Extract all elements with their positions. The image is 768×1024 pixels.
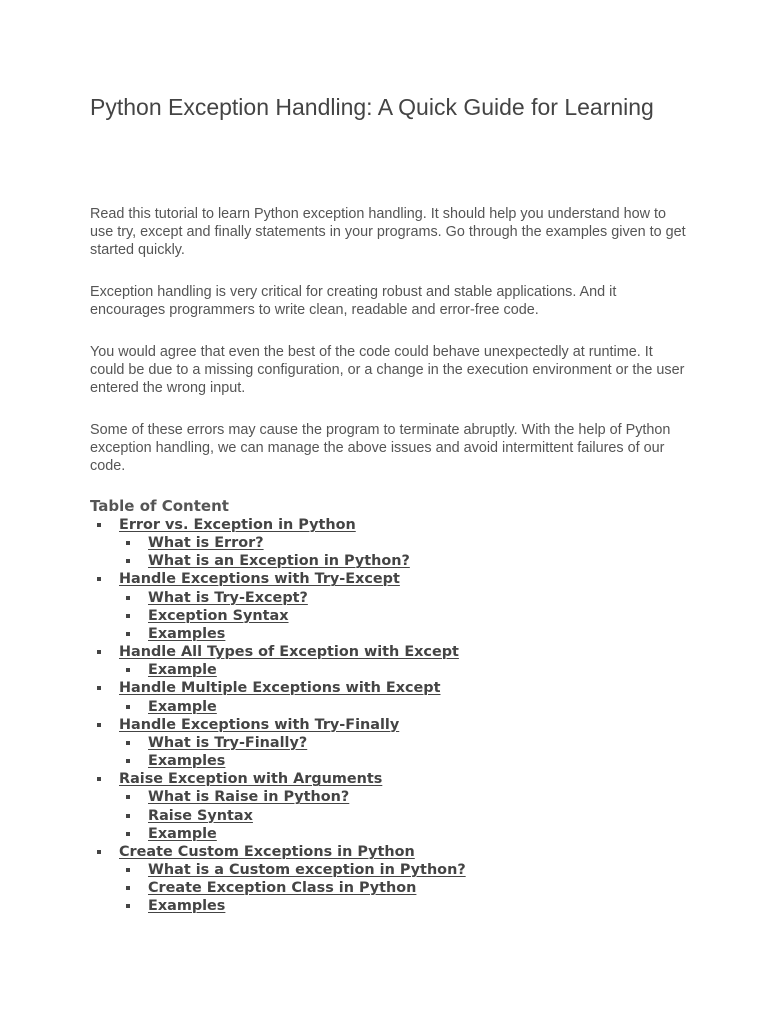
square-bullet-icon (126, 795, 130, 799)
square-bullet-icon (126, 868, 130, 872)
square-bullet-icon (97, 650, 101, 654)
square-bullet-icon (97, 686, 101, 690)
toc-item (90, 770, 710, 788)
toc-link[interactable]: Examples (148, 898, 226, 915)
square-bullet-icon (126, 904, 130, 908)
intro-paragraph: Read this tutorial to learn Python exception handling. It should help you understand how to use try, except and finally statements in your programs. Go through the examples given to get started quickly. (90, 206, 686, 258)
toc-link[interactable]: What is Error? (148, 535, 264, 552)
toc-link[interactable]: Examples (148, 753, 226, 770)
square-bullet-icon (126, 541, 130, 545)
toc-subitem (90, 879, 710, 897)
toc-link[interactable]: Example (148, 698, 217, 715)
toc-link[interactable]: What is Try-Except? (148, 589, 308, 606)
toc-item (90, 716, 710, 734)
intro-paragraph: You would agree that even the best of the code could behave unexpectedly at runtime. It could be due to a missing configuration, or a change in the execution environment or the user entered the wrong input. (90, 344, 685, 396)
toc-subitem (90, 552, 710, 570)
toc-item (90, 570, 710, 588)
square-bullet-icon (126, 632, 130, 636)
toc-subitem (90, 698, 710, 716)
toc-subitem (90, 825, 710, 843)
toc-subitem (90, 807, 710, 825)
toc-link[interactable]: What is Raise in Python? (148, 789, 350, 806)
square-bullet-icon (97, 523, 101, 527)
intro-section (90, 205, 690, 499)
toc-link[interactable]: Handle All Types of Exception with Except (119, 644, 459, 661)
square-bullet-icon (126, 741, 130, 745)
toc-link[interactable]: Handle Exceptions with Try-Except (119, 571, 400, 588)
intro-paragraph: Some of these errors may cause the program to terminate abruptly. With the help of Python exception handling, we can manage the above issues and avoid intermittent failures of our code. (90, 422, 671, 474)
toc-link[interactable]: Exception Syntax (148, 607, 289, 624)
square-bullet-icon (126, 832, 130, 836)
toc-link[interactable]: What is Try-Finally? (148, 734, 308, 751)
toc-item (90, 679, 710, 697)
square-bullet-icon (97, 577, 101, 581)
toc-subitem (90, 861, 710, 879)
page-title: Python Exception Handling: A Quick Guide for Learning (90, 94, 654, 120)
toc-link[interactable]: Create Custom Exceptions in Python (119, 843, 415, 860)
square-bullet-icon (126, 814, 130, 818)
toc-link[interactable]: Error vs. Exception in Python (119, 517, 356, 533)
square-bullet-icon (97, 777, 101, 781)
toc-link[interactable]: Raise Syntax (148, 807, 253, 824)
toc-subitem (90, 625, 710, 643)
toc-link[interactable]: Create Exception Class in Python (148, 880, 417, 897)
toc-subitem (90, 734, 710, 752)
square-bullet-icon (126, 614, 130, 618)
square-bullet-icon (126, 596, 130, 600)
toc-link[interactable]: Handle Multiple Exceptions with Except (119, 680, 441, 697)
toc-subitem (90, 607, 710, 625)
intro-paragraph: Exception handling is very critical for creating robust and stable applications. And it encourages programmers to write clean, readable and error-free code. (90, 284, 617, 318)
toc-subitem (90, 589, 710, 607)
toc-link[interactable]: Example (148, 662, 217, 679)
square-bullet-icon (97, 723, 101, 727)
toc-item (90, 643, 710, 661)
toc-link[interactable]: Raise Exception with Arguments (119, 771, 383, 788)
toc-link[interactable]: What is an Exception in Python? (148, 553, 410, 570)
toc-link[interactable]: What is a Custom exception in Python? (148, 861, 466, 878)
toc-subitem (90, 752, 710, 770)
square-bullet-icon (126, 705, 130, 709)
table-of-contents (90, 497, 710, 915)
square-bullet-icon (126, 886, 130, 890)
square-bullet-icon (126, 559, 130, 563)
square-bullet-icon (97, 850, 101, 854)
toc-link[interactable]: Example (148, 825, 217, 842)
toc-item (90, 516, 710, 534)
toc-heading: Table of Content (90, 497, 229, 515)
toc-subitem (90, 534, 710, 552)
toc-link[interactable]: Examples (148, 625, 226, 642)
toc-subitem (90, 661, 710, 679)
square-bullet-icon (126, 668, 130, 672)
toc-list (90, 516, 710, 915)
toc-subitem (90, 897, 710, 915)
square-bullet-icon (126, 759, 130, 763)
toc-link[interactable]: Handle Exceptions with Try-Finally (119, 716, 400, 733)
toc-subitem (90, 788, 710, 806)
toc-item (90, 843, 710, 861)
